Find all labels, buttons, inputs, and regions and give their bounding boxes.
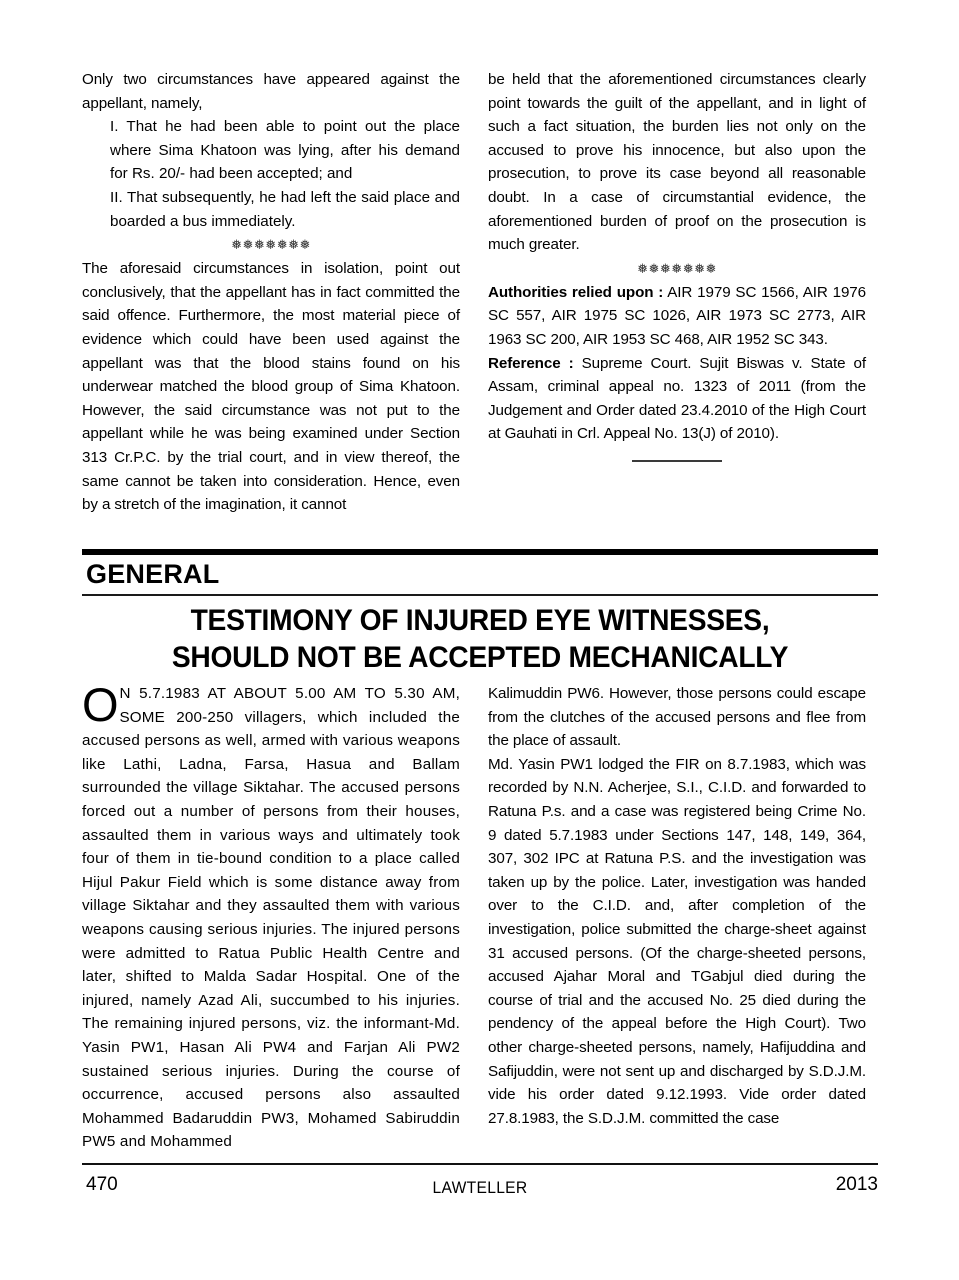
- numbered-item-1: I. That he had been able to point out the place where Sima Khatoon was lying, after his demand for Rs. 20/- had been accepted; and: [110, 118, 460, 183]
- footer-page-number: 470: [86, 1174, 118, 1195]
- footer-rule: [82, 1163, 878, 1165]
- reference-value: Supreme Court. Sujit Biswas v. State of Assam, criminal appeal no. 1323 of 2011 (from the Judgement and Order dated 23.4.2010 of the High Court at Gauhati in Crl. Appeal No. 13(J) of 2010).: [488, 354, 866, 443]
- intro-paragraph: Only two circumstances have appeared against the appellant, namely,: [82, 71, 460, 112]
- article-right-column: [488, 682, 866, 1130]
- article-opening-paragraph: [82, 678, 460, 1154]
- footer-year: 2013: [835, 1174, 878, 1195]
- authorities-value: AIR 1979 SC 1566, AIR 1976 SC 557, AIR 1975 SC 1026, AIR 1973 SC 2773, AIR 1963 SC 200, AIR 1953 SC 468, AIR 1952 SC 343.: [488, 283, 866, 348]
- article-left-text: N 5.7.1983 AT ABOUT 5.00 AM TO 5.30 AM, SOME 200-250 villagers, which included the accused persons as well, armed with various weapons like Lathi, Ladna, Farsa, Hasua and Ballam surrounded the village Siktahar. The accused persons forced out a number of persons from their houses, assaulted them in various ways and ultimately took four of them in tie-bound condition to a place called Hijul Pakur Field which is some distance away from village Siktahar and they assaulted them with various weapons causing serious injuries. The injured persons were admitted to Ratua Public Health Centre and later, shifted to Malda Sadar Hospital. One of the injured, namely Azad Ali, succumbed to his injuries. The remaining injured persons, viz. the informant-Md. Yasin PW1, Hasan Ali PW4 and Farjan Ali PW2 sustained serious injuries. During the course of occurrence, accused persons also assaulted Mohammed Badaruddin PW3, Mohamed Sabiruddin PW5 and Mohammed: [82, 685, 460, 1151]
- authorities-label: Authorities relied upon :: [488, 283, 664, 301]
- flower-separator-right: ❅❅❅❅❅❅❅: [637, 260, 717, 276]
- page-footer: [82, 1174, 878, 1204]
- reference-label: Reference :: [488, 354, 574, 372]
- flower-separator-left: ❅❅❅❅❅❅❅: [231, 237, 311, 253]
- right-continuation-paragraph: be held that the aforementioned circumstances clearly point towards the guilt of the appellant, and in light of such a fact situation, the burden lies not only on the accused to prove his innocence, but also upon the prosecution, to prove its case beyond all reasonable doubt. In a case of circumstantial evidence, the aforementioned burden of proof on the prosecution is much greater.: [488, 71, 866, 254]
- section-top-rule: [82, 549, 878, 555]
- top-right-column: [488, 68, 866, 462]
- article-title-line-1: TESTIMONY OF INJURED EYE WITNESSES,: [190, 604, 770, 637]
- footer-publication-name: LAWTELLER: [432, 1178, 528, 1197]
- article-left-column: [82, 678, 460, 1154]
- drop-cap: O: [82, 678, 119, 731]
- section-bottom-rule: [82, 594, 878, 596]
- reference-block: [488, 352, 866, 446]
- numbered-item-2: II. That subsequently, he had left the said place and boarded a bus immediately.: [110, 188, 460, 230]
- top-left-column: [82, 68, 460, 517]
- authorities-relied-upon: [488, 281, 866, 352]
- top-continuation-block: [82, 68, 878, 538]
- article-right-paragraph-1: Kalimuddin PW6. However, those persons could escape from the clutches of the accused persons and flee from the place of assault.: [488, 685, 866, 750]
- article-title-line-2: SHOULD NOT BE ACCEPTED MECHANICALLY: [171, 641, 789, 674]
- section-end-divider: [632, 460, 722, 462]
- section-label: GENERAL: [86, 559, 220, 589]
- article-body-block: [82, 678, 878, 1152]
- article-right-paragraph-2: Md. Yasin PW1 lodged the FIR on 8.7.1983, which was recorded by N.N. Acherjee, S.I., C.I.D. and forwarded to Ratuna P.s. and a case was registered being Crime No. 9 dated 5.7.1983 under Sections 147, 148, 149, 364, 307, 302 IPC at Ratuna P.S. and the investigation was taken up by the police. Later, investigation was handed over to the C.I.D. and, after completion of the investigation, police submitted the charge-sheet against 31 accused persons. (Of the charge-sheeted persons, accused Ajahar Moral and TGabjul died during the course of trial and the accused No. 25 died during the pendency of the appeal before the High Court). Two other charge-sheeted persons, namely, Hafijuddina and Safijuddin, were not sent up and discharged by S.D.J.M. vide his order dated 9.12.1993. Vide order dated 27.8.1983, the S.D.J.M. committed the case: [488, 755, 866, 1127]
- left-body-paragraph: The aforesaid circumstances in isolation, point out conclusively, that the appellant has in fact committed the said offence. Furthermore, the most material piece of evidence which could have been used against the appellant was that the blood stains found on his underwear matched the blood group of Sima Khatoon. However, the said circumstance was not put to the appellant while he was being examined under Section 313 Cr.P.C. by the trial court, and in view thereof, the same cannot be taken into consideration. Hence, even by a stretch of the imagination, it cannot: [82, 260, 460, 514]
- article-title: [106, 602, 854, 676]
